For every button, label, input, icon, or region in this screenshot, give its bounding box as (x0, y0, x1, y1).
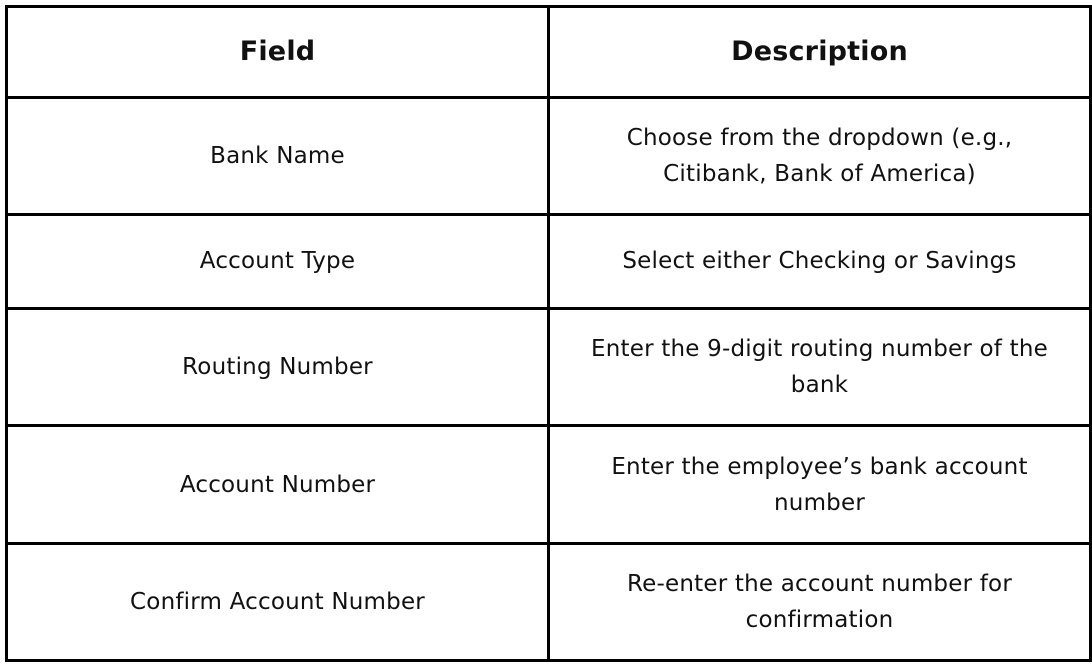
description-cell: Enter the employee’s bank account number (549, 426, 1091, 544)
table-row (7, 426, 1091, 544)
header-description: Description (549, 7, 1091, 98)
field-cell: Bank Name (7, 98, 549, 215)
field-cell: Account Number (7, 426, 549, 544)
description-cell: Re-enter the account number for confirmation (549, 544, 1091, 661)
table-row (7, 308, 1091, 426)
description-cell: Choose from the dropdown (e.g., Citibank, Bank of America) (549, 98, 1091, 215)
field-cell: Routing Number (7, 308, 549, 426)
table-row (7, 214, 1091, 308)
table-row (7, 98, 1091, 215)
bank-fields-table (5, 5, 1092, 662)
field-cell: Account Type (7, 214, 549, 308)
table-row (7, 544, 1091, 661)
description-cell: Select either Checking or Savings (549, 214, 1091, 308)
field-cell: Confirm Account Number (7, 544, 549, 661)
header-field: Field (7, 7, 549, 98)
description-cell: Enter the 9-digit routing number of the bank (549, 308, 1091, 426)
table-header-row (7, 7, 1091, 98)
